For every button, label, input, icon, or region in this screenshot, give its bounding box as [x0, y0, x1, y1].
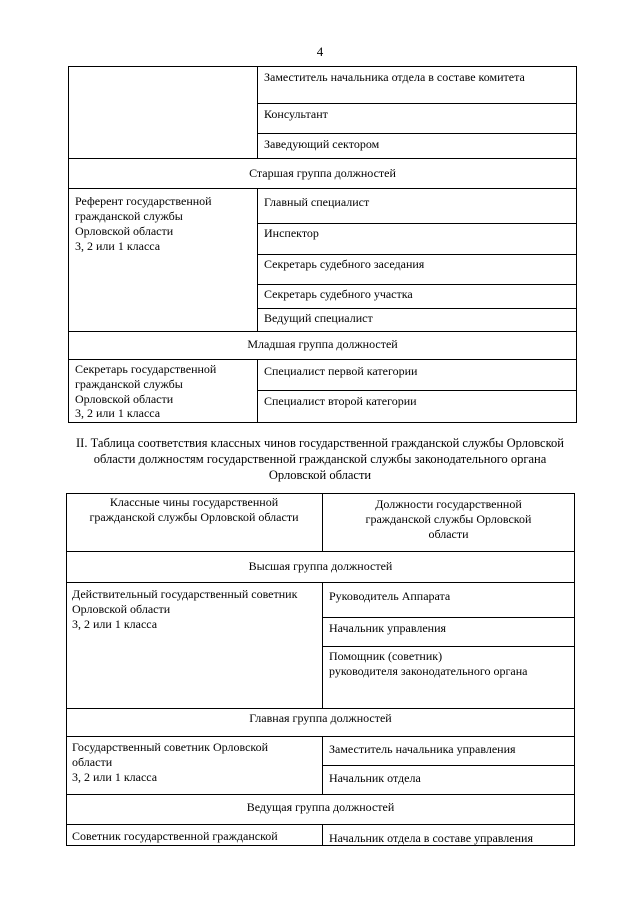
page-number: 4	[316, 44, 324, 59]
class-rank-line: Секретарь государственной	[75, 362, 217, 376]
position-cell: Секретарь судебного заседания	[264, 257, 425, 271]
group-title: Младшая группа должностей	[247, 337, 398, 351]
position-cell: Руководитель Аппарата	[329, 589, 451, 603]
position-cell: Инспектор	[264, 226, 319, 240]
class-rank-line: Орловской области	[75, 392, 174, 406]
table-cell: Заместитель начальника отдела в составе комитета	[264, 70, 525, 84]
class-rank-line: гражданской службы	[75, 209, 183, 223]
class-rank-line: 3, 2 или 1 класса	[72, 617, 158, 631]
class-rank-line: 3, 2 или 1 класса	[75, 406, 161, 420]
position-cell: Специалист второй категории	[264, 394, 417, 408]
group-title: Высшая группа должностей	[248, 559, 393, 573]
position-cell: Помощник (советник)	[329, 649, 443, 663]
heading-line: области должностям государственной гражданской службы законодательного органа	[93, 452, 547, 466]
class-rank-line: Советник государственной гражданской	[72, 829, 278, 843]
class-rank-line: Государственный советник Орловской	[72, 740, 269, 754]
class-rank-line: 3, 2 или 1 класса	[75, 239, 161, 253]
position-cell: Секретарь судебного участка	[264, 287, 413, 301]
group-title: Главная группа должностей	[249, 711, 392, 725]
table-cell: Заведующий сектором	[264, 137, 380, 151]
position-cell: Заместитель начальника управления	[329, 742, 516, 756]
header-right-line: гражданской службы Орловской	[365, 512, 532, 526]
header-left-line: гражданской службы Орловской области	[89, 510, 299, 524]
position-cell: Главный специалист	[264, 195, 370, 209]
group-title: Ведущая группа должностей	[246, 800, 395, 814]
position-cell: руководителя законодательного органа	[329, 664, 528, 678]
class-rank-line: Действительный государственный советник	[72, 587, 298, 601]
heading-line: II. Таблица соответствия классных чинов государственной гражданской службы Орловской	[76, 436, 564, 450]
position-cell: Начальник управления	[329, 621, 447, 635]
group-title: Старшая группа должностей	[249, 166, 396, 180]
position-cell: Начальник отдела	[329, 771, 421, 785]
header-right-line: области	[428, 527, 469, 541]
header-left-line: Классные чины государственной	[109, 495, 279, 509]
heading-line: Орловской области	[268, 468, 372, 482]
position-cell: Специалист первой категории	[264, 364, 418, 378]
position-cell: Начальник отдела в составе управления	[329, 831, 533, 845]
table-cell: Консультант	[264, 107, 328, 121]
position-cell: Ведущий специалист	[264, 311, 373, 325]
class-rank-line: Референт государственной	[75, 194, 212, 208]
class-rank-line: Орловской области	[72, 602, 171, 616]
class-rank-line: гражданской службы	[75, 377, 183, 391]
class-rank-line: Орловской области	[75, 224, 174, 238]
class-rank-line: 3, 2 или 1 класса	[72, 770, 158, 784]
header-right-line: Должности государственной	[375, 497, 522, 511]
class-rank-line: области	[72, 755, 113, 769]
